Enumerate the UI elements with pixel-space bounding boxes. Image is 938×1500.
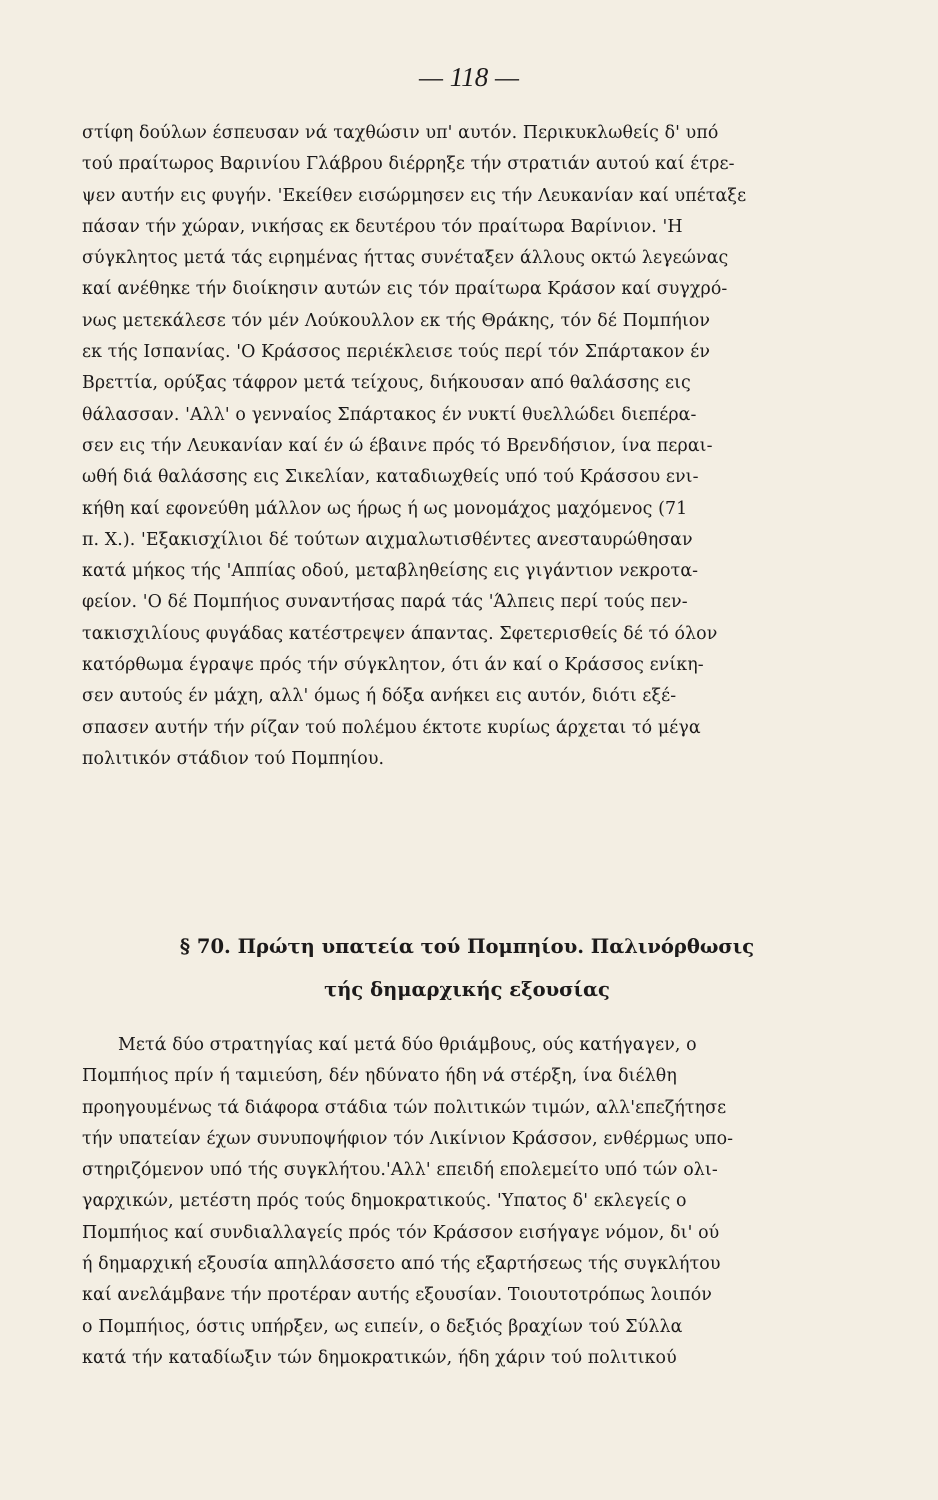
text-line: στίφη δούλων έσπευσαν νά ταχθώσιν υπ' αυτόν. Περικυκλωθείς δ' υπό	[82, 123, 719, 143]
text-line: Μετά δύο στρατηγίας καί μετά δύο θριάμβους, ούς κατήγαγεν, ο	[118, 1035, 697, 1055]
text-line: κατά τήν καταδίωξιν τών δημοκρατικών, ήδη χάριν τού πολιτικού	[82, 1347, 677, 1368]
text-line: ο Πομπήιος, όστις υπήρξεν, ως ειπείν, ο δεξιός βραχίων τού Σύλλα	[82, 1316, 683, 1337]
text-line: νως μετεκάλεσε τόν μέν Λούκουλλον εκ τής Θράκης, τόν δέ Πομπήιον	[82, 310, 711, 331]
text-line: τού πραίτωρος Βαρινίου Γλάβρου διέρρηξε τήν στρατιάν αυτού καί έτρε-	[82, 154, 735, 175]
text-line: καί ανέθηκε τήν διοίκησιν αυτών εις τόν πραίτωρα Κράσον καί συγχρό-	[82, 279, 728, 300]
text-line: π. Χ.). 'Εξακισχίλιοι δέ τούτων αιχμαλωτισθέντες ανεσταυρώθησαν	[82, 529, 693, 550]
section-heading	[82, 925, 852, 1011]
text-line: πάσαν τήν χώραν, νικήσας εκ δευτέρου τόν πραίτωρα Βαρίνιον. 'Η	[82, 216, 683, 237]
page-number: — 118 —	[418, 62, 519, 92]
text-line: σύγκλητος μετά τάς ειρημένας ήττας συνέταξεν άλλους οκτώ λεγεώνας	[82, 248, 729, 269]
text-line: καί ανελάμβανε τήν προτέραν αυτής εξουσίαν. Τοιουτοτρόπως λοιπόν	[82, 1285, 712, 1306]
text-line: στηριζόμενον υπό τής συγκλήτου.'Αλλ' επειδή επολεμείτο υπό τών ολι-	[82, 1160, 718, 1181]
text-line: πολιτικόν στάδιον τού Πομπηίου.	[82, 748, 385, 769]
text-line: γαρχικών, μετέστη πρός τούς δημοκρατικούς. 'Υπατος δ' εκλεγείς ο	[82, 1191, 687, 1212]
text-line: ψεν αυτήν εις φυγήν. 'Εκείθεν εισώρμησεν εις τήν Λευκανίαν καί υπέταξε	[82, 185, 747, 206]
text-line: τακισχιλίους φυγάδας κατέστρεψεν άπαντας. Σφετερισθείς δέ τό όλον	[82, 623, 718, 644]
text-line: Πομπήιος πρίν ή ταμιεύση, δέν ηδύνατο ήδη νά στέρξη, ίνα διέλθη	[82, 1066, 677, 1087]
text-line: ή δημαρχική εξουσία απηλλάσσετο από τής εξαρτήσεως τής συγκλήτου	[82, 1254, 721, 1275]
text-line: σεν αυτούς έν μάχη, αλλ' όμως ή δόξα ανήκει εις αυτόν, διότι εξέ-	[82, 686, 677, 707]
paragraph-2	[82, 1030, 852, 1374]
section-heading-line: τής δημαρχικής εξουσίας	[324, 978, 610, 1001]
paragraph-1	[82, 118, 852, 775]
text-line: Βρεττία, ορύξας τάφρον μετά τείχους, διήκουσαν από θαλάσσης εις	[82, 373, 691, 394]
text-line: κατά μήκος τής 'Αππίας οδού, μεταβληθείσης εις γιγάντιον νεκροτα-	[82, 561, 699, 582]
text-line: Πομπήιος καί συνδιαλλαγείς πρός τόν Κράσσον εισήγαγε νόμον, δι' ού	[82, 1222, 720, 1243]
text-line: τήν υπατείαν έχων συνυποψήφιον τόν Λικίνιον Κράσσον, ενθέρμως υπο-	[82, 1128, 734, 1149]
text-line: σπασεν αυτήν τήν ρίζαν τού πολέμου έκτοτε κυρίως άρχεται τό μέγα	[82, 717, 701, 738]
text-line: κατόρθωμα έγραψε πρός τήν σύγκλητον, ότι άν καί ο Κράσσος ενίκη-	[82, 655, 704, 676]
text-line: κήθη καί εφονεύθη μάλλον ως ήρως ή ως μονομάχος μαχόμενος (71	[82, 498, 688, 519]
text-line: θάλασσαν. 'Αλλ' ο γενναίος Σπάρτακος έν νυκτί θυελλώδει διεπέρα-	[82, 404, 697, 425]
section-heading-line: § 70. Πρώτη υπατεία τού Πομπηίου. Παλινόρθωσις	[179, 935, 755, 958]
text-line: σεν εις τήν Λευκανίαν καί έν ώ έβαινε πρός τό Βρενδήσιον, ίνα περαι-	[82, 435, 713, 456]
text-line: εκ τής Ισπανίας. 'Ο Κράσσος περιέκλεισε τούς περί τόν Σπάρτακον έν	[82, 342, 710, 363]
text-line: φείον. 'Ο δέ Πομπήιος συναντήσας παρά τάς 'Άλπεις περί τούς πεν-	[82, 592, 688, 613]
text-line: προηγουμένως τά διάφορα στάδια τών πολιτικών τιμών, αλλ'επεζήτησε	[82, 1097, 727, 1118]
text-line: ωθή διά θαλάσσης εις Σικελίαν, καταδιωχθείς υπό τού Κράσσου ενι-	[82, 467, 699, 488]
